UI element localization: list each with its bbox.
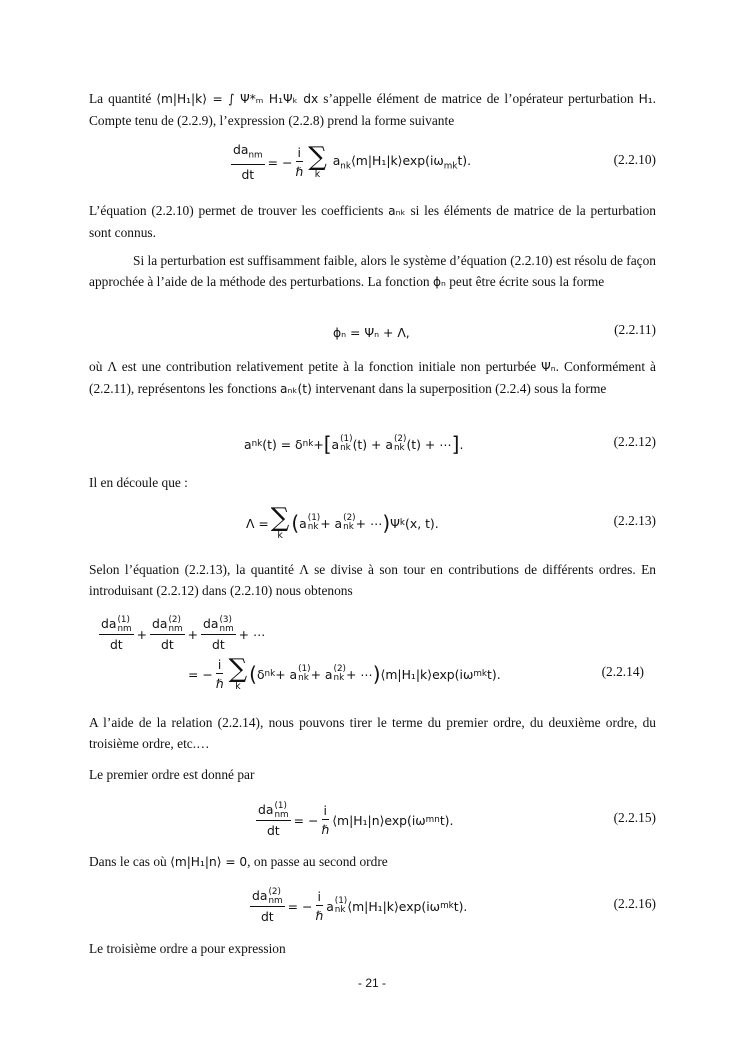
paragraph-coefficients: L’équation (2.2.10) permet de trouver les coefficients aₙₖ si les éléments de matrice de la perturbation sont connus. xyxy=(89,203,657,240)
paragraph-orders-list: A l’aide de la relation (2.2.14), nous pouvons tirer le terme du premier ordre, du deuxième ordre, du troisième ordre, etc.… xyxy=(89,715,656,751)
math-matrix-element: ⟨m|H₁|k⟩ = ∫ Ψ*ₘ H₁Ψₖ dx xyxy=(156,92,319,106)
sum-symbol: ∑ k xyxy=(308,142,327,180)
equation-number: (2.2.13) xyxy=(613,513,656,528)
page-number: - 21 - xyxy=(357,976,386,990)
paragraph-orders-contribution: Selon l’équation (2.2.13), la quantité Λ se divise à son tour en contributions de différents ordres. En introduisant (2.2.12) dans (2.2.10) nous obtenons xyxy=(89,562,656,598)
equation-2-2-14-rhs: = − $\frac{i}{\text{ℏ}}$ ∑ k ( δ nk + a (1) nk + a (2) nk + ⋯ ) ⟨m|H₁|k⟩exp(iω mk t). xyxy=(188,654,501,692)
equation-2-2-16: da (2) nm dt = − $\frac{i}{\text{ℏ}}$ a (1) nk ⟨m|H₁|k⟩exp(iω mk t). xyxy=(252,886,468,924)
paragraph-perturbation-method: Si la perturbation est suffisamment faible, alors le système d’équation (2.2.10) est résolu de façon approchée à l’aide de la méthode des perturbations. La fonction ϕₙ peut être écrite sous la forme xyxy=(89,253,656,289)
sum-symbol: ∑ k xyxy=(228,654,248,692)
paragraph-matrix-element: La quantité ⟨m|H₁|k⟩ = ∫ Ψ*ₘ H₁Ψₖ dx s’appelle élément de matrice de l’opérateur perturbation H₁. Compte tenu de (2.2.9), l’expression (2.2.8) prend la forme suivante xyxy=(89,91,656,128)
paragraph-second-order: Dans le cas où ⟨m|H₁|n⟩ = 0, on passe au second ordre xyxy=(89,854,388,869)
equation-number: (2.2.10) xyxy=(613,152,656,167)
paragraph-first-order: Le premier ordre est donné par xyxy=(89,767,255,782)
equation-number: (2.2.12) xyxy=(613,434,656,449)
equation-2-2-12: a nk (t) = δ nk + [ a (1) nk (t) + a (2) nk (t) + ⋯ ] . xyxy=(244,432,464,456)
sum-symbol: ∑ k xyxy=(270,503,290,541)
equation-2-2-11: ϕₙ = Ψₙ + Λ, xyxy=(333,324,410,340)
equation-2-2-14-lhs: da (1) nm dt + da (2) nm dt + da (3) nm dt + ⋯ xyxy=(101,614,266,652)
equation-number: (2.2.11) xyxy=(614,322,656,337)
equation-2-2-15: da (1) nm dt = − $\frac{i}{\text{ℏ}}$ ⟨m|H₁|n⟩exp(iω mn t). xyxy=(258,800,454,838)
equation-number: (2.2.15) xyxy=(613,810,656,825)
equation-number: (2.2.14) xyxy=(601,664,644,679)
paragraph-superposition: où Λ est une contribution relativement petite à la fonction initiale non perturbée Ψₙ. Conformément à (2.2.11), représentons les fonctions aₙₖ(t) intervenant dans la superposition (2.2.4) sous la forme xyxy=(89,359,656,396)
paragraph-third-order: Le troisième ordre a pour expression xyxy=(89,941,286,956)
equation-2-2-13: Λ = ∑ k ( a (1) nk + a (2) nk + ⋯ ) Ψ k (x, t). xyxy=(246,503,439,541)
equation-number: (2.2.16) xyxy=(613,896,656,911)
paragraph-consequence: Il en découle que : xyxy=(89,475,188,490)
equation-2-2-10: $\frac{da_{nm}}{dt}$ = − $\frac{i}{\text{ℏ}}$ ∑ k $a_{nk}⟨m|H_1|k⟩\exp(i\omega_{mk}t)$. xyxy=(233,141,472,183)
